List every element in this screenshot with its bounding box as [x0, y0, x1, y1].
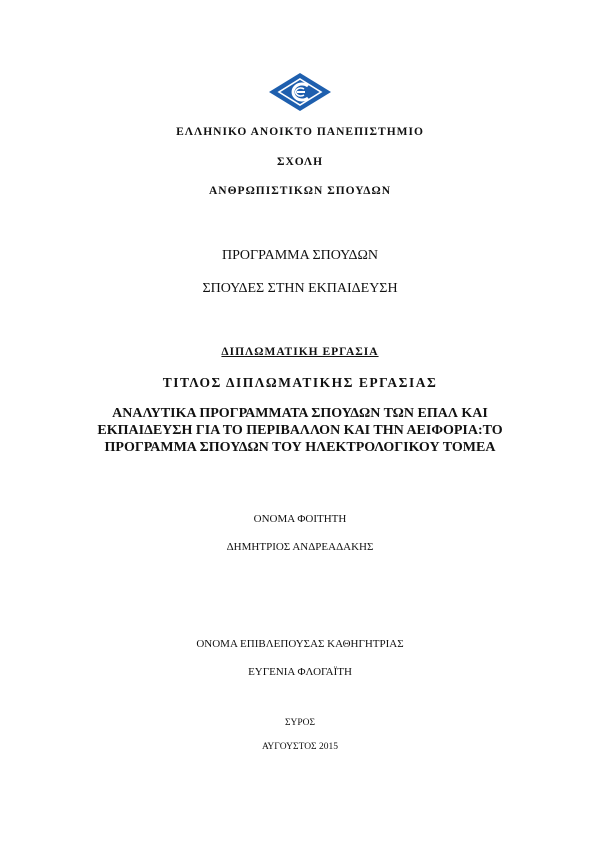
school-label: ΣΧΟΛΗ	[276, 156, 324, 168]
student-name: ΔΗΜΗΤΡΙΟΣ ΑΝΔΡΕΑΔΑΚΗΣ	[226, 541, 374, 553]
thesis-type: ΔΙΠΛΩΜΑΤΙΚΗ ΕΡΓΑΣΙΑ	[221, 346, 379, 358]
program-name: ΣΠΟΥΔΕΣ ΣΤΗΝ ΕΚΠΑΙΔΕΥΣΗ	[202, 281, 398, 296]
program-label: ΠΡΟΓΡΑΜΜΑ ΣΠΟΥΔΩΝ	[221, 248, 378, 263]
university-logo-icon	[268, 72, 332, 112]
date: ΑΥΓΟΥΣΤΟΣ 2015	[262, 742, 338, 752]
thesis-title-label: ΤΙΤΛΟΣ ΔΙΠΛΩΜΑΤΙΚΗΣ ΕΡΓΑΣΙΑΣ	[162, 375, 438, 390]
school-name: ΑΝΘΡΩΠΙΣΤΙΚΩΝ ΣΠΟΥΔΩΝ	[208, 185, 391, 197]
supervisor-name: ΕΥΓΕΝΙΑ ΦΛΟΓΑΪΤΗ	[248, 666, 352, 678]
university-name: ΕΛΛΗΝΙΚΟ ΑΝΟΙΚΤΟ ΠΑΝΕΠΙΣΤΗΜΙΟ	[176, 126, 424, 138]
student-label: ΟΝΟΜΑ ΦΟΙΤΗΤΗ	[253, 513, 347, 525]
supervisor-label: ΟΝΟΜΑ ΕΠΙΒΛΕΠΟΥΣΑΣ ΚΑΘΗΓΗΤΡΙΑΣ	[196, 638, 404, 650]
thesis-title-line-2: ΕΚΠΑΙΔΕΥΣΗ ΓΙΑ ΤΟ ΠΕΡΙΒΑΛΛΟΝ ΚΑΙ ΤΗΝ ΑΕΙΦΟΡΙΑ:ΤΟ	[97, 423, 503, 438]
place: ΣΥΡΟΣ	[284, 718, 316, 728]
thesis-title-line-1: ΑΝΑΛΥΤΙΚΑ ΠΡΟΓΡΑΜΜΑΤΑ ΣΠΟΥΔΩΝ ΤΩΝ ΕΠΑΛ ΚΑΙ	[112, 406, 488, 421]
thesis-title-line-3: ΠΡΟΓΡΑΜΜΑ ΣΠΟΥΔΩΝ ΤΟΥ ΗΛΕΚΤΡΟΛΟΓΙΚΟΥ ΤΟΜΕΑ	[104, 440, 496, 455]
